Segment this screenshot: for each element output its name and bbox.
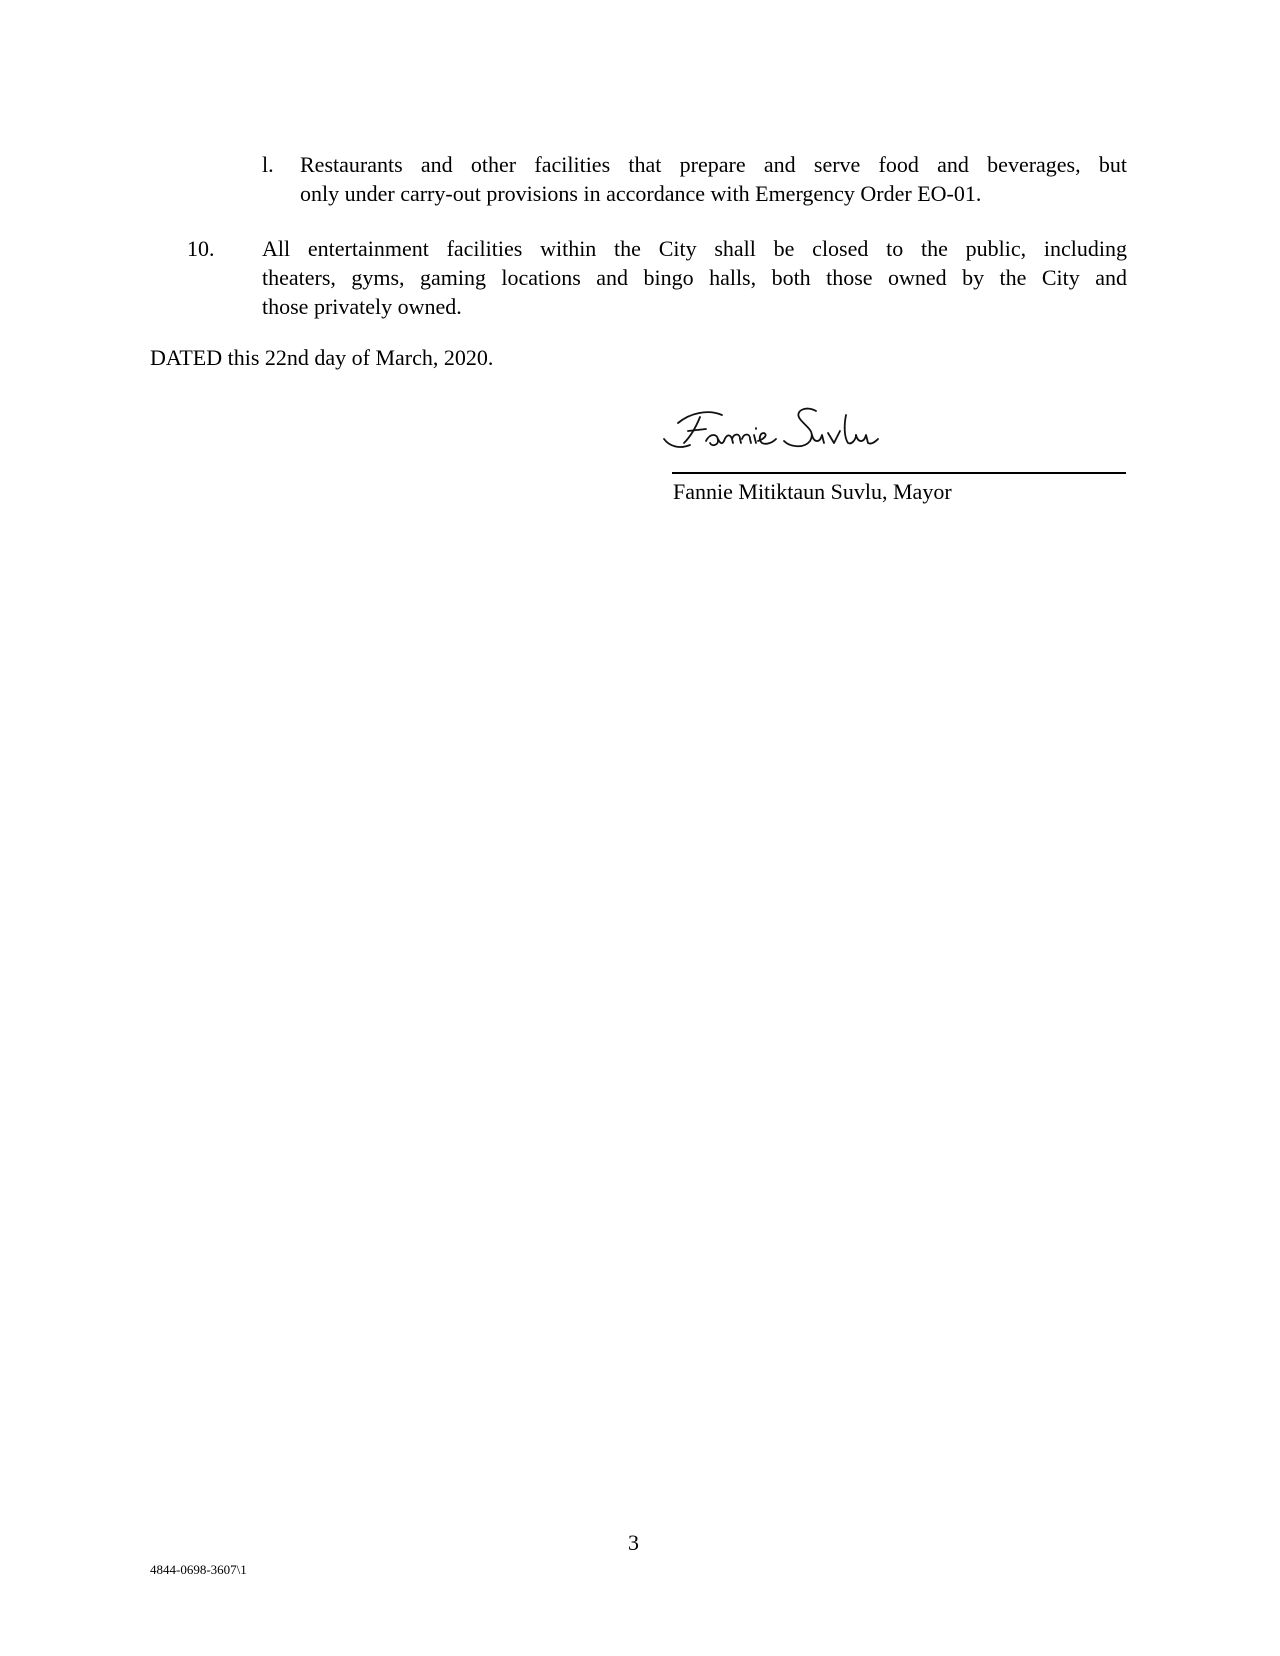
handwritten-signature xyxy=(660,395,960,465)
list-item-marker: 10. xyxy=(187,236,215,261)
list-item-text xyxy=(300,150,1127,208)
signer-name: Fannie Mitiktaun Suvlu, Mayor xyxy=(673,479,952,504)
signature-line xyxy=(672,472,1126,474)
document-id: 4844-0698-3607\1 xyxy=(150,1562,247,1577)
page-number: 3 xyxy=(628,1530,639,1555)
list-item-text xyxy=(262,234,1127,321)
list-item-line: those privately owned. xyxy=(262,294,462,319)
list-item-line: Restaurants and other facilities that prepare and serve food and beverages, but xyxy=(300,152,1127,177)
list-item-line: only under carry-out provisions in accordance with Emergency Order EO-01. xyxy=(300,181,982,206)
list-item-line: All entertainment facilities within the City shall be closed to the public, including xyxy=(262,236,1127,261)
list-item-line: theaters, gyms, gaming locations and bingo halls, both those owned by the City and xyxy=(262,265,1127,290)
list-item-marker: l. xyxy=(262,152,274,177)
dated-line: DATED this 22nd day of March, 2020. xyxy=(150,345,494,370)
